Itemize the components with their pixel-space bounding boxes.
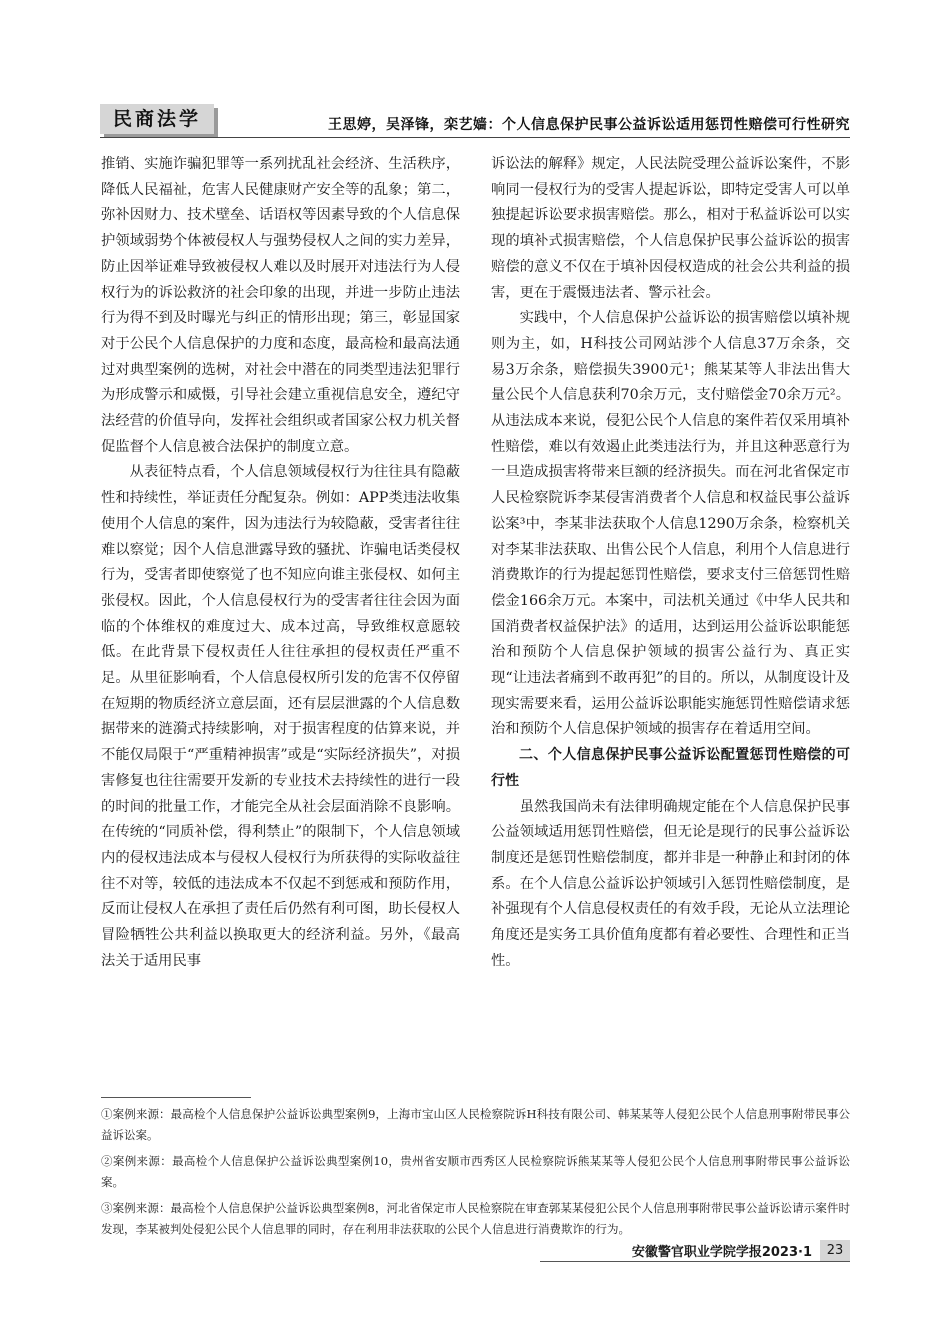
footnote: ①案例来源：最高检个人信息保护公益诉讼典型案例9，上海市宝山区人民检察院诉H科技有限公司、韩某某等人侵犯公民个人信息刑事附带民事公益诉讼案。 <box>101 1107 850 1142</box>
journal-name: 安徽警官职业学院学报2023·1 <box>631 1245 812 1260</box>
running-title: 王思婷，吴泽锋，栾艺嫱：个人信息保护民事公益诉讼适用惩罚性赔偿可行性研究 <box>328 117 850 133</box>
page-footer <box>540 1240 850 1262</box>
paragraph: 实践中，个人信息保护公益诉讼的损害赔偿以填补规则为主，如，H科技公司网站涉个人信息37万余条，交易3万余条，赔偿损失3900元¹；熊某某等人非法出售大量公民个人信息获利70余万元，支付赔偿金70余万元²。从违法成本来说，侵犯公民个人信息的案件若仅采用填补性赔偿，难以有效遏止此类违法行为，并且这种恶意行为一旦造成损害将带来巨额的经济损失。而在河北省保定市人民检察院诉李某侵害消费者个人信息和权益民事公益诉讼案³中，李某非法获取个人信息1290万余条，检察机关对李某非法获取、出售公民个人信息，利用个人信息进行消费欺诈的行为提起惩罚性赔偿，要求支付三倍惩罚性赔偿金166余万元。本案中，司法机关通过《中华人民共和国消费者权益保护法》的适用，达到运用公益诉讼职能惩治和预防个人信息保护领域的损害公益行为、真正实现“让违法者痛到不敢再犯”的目的。所以，从制度设计及现实需要来看，运用公益诉讼职能实施惩罚性赔偿请求惩治和预防个人信息保护领域的损害存在着适用空间。 <box>491 310 850 738</box>
paragraph: 诉讼法的解释》规定，人民法院受理公益诉讼案件，不影响同一侵权行为的受害人提起诉讼，即特定受害人可以单独提起诉讼要求损害赔偿。那么，相对于私益诉讼可以实现的填补式损害赔偿，个人信息保护民事公益诉讼的损害赔偿的意义不仅在于填补因侵权造成的社会公共利益的损害，更在于震慑违法者、警示社会。 <box>491 156 850 301</box>
section-tag <box>100 104 214 134</box>
footnote-rule <box>101 1097 251 1098</box>
footnotes <box>101 1104 850 1245</box>
left-column <box>101 152 460 975</box>
footnote: ③案例来源：最高检个人信息保护公益诉讼典型案例8，河北省保定市人民检察院在审查郭某某侵犯公民个人信息刑事附带民事公益诉讼请示案件时发现，李某被判处侵犯公民个人信息罪的同时，存在利用非法获取的公民个人信息进行消费欺诈的行为。 <box>101 1201 850 1236</box>
section-tag-label: 民商法学 <box>112 108 201 130</box>
section-heading: 二、个人信息保护民事公益诉讼配置惩罚性赔偿的可行性 <box>491 747 850 789</box>
right-column <box>491 152 850 975</box>
paragraph: 推销、实施诈骗犯罪等一系列扰乱社会经济、生活秩序，降低人民福祉，危害人民健康财产安全等的乱象；第二，弥补因财力、技术壁垒、话语权等因素导致的个人信息保护领域弱势个体被侵权人与强势侵权人之间的实力差异，防止因举证难导致被侵权人难以及时展开对违法行为人侵权行为的诉讼救济的社会印象的出现，并进一步防止违法行为得不到及时曝光与纠正的情形出现；第三，彰显国家对于公民个人信息保护的力度和态度，最高检和最高法通过对典型案例的选树，对社会中潜在的同类型违法犯罪行为形成警示和威慑，引导社会建立重视信息安全，遵纪守法经营的价值导向，发挥社会组织或者国家公权力机关督促监督个人信息被合法保护的制度立意。 <box>101 156 460 455</box>
header-rule <box>100 137 850 138</box>
footnote: ②案例来源：最高检个人信息保护公益诉讼典型案例10，贵州省安顺市西秀区人民检察院诉熊某某等人侵犯公民个人信息刑事附带民事公益诉讼案。 <box>101 1154 850 1189</box>
paragraph: 虽然我国尚未有法律明确规定能在个人信息保护民事公益领域适用惩罚性赔偿，但无论是现行的民事公益诉讼制度还是惩罚性赔偿制度，都并非是一种静止和封闭的体系。在个人信息公益诉讼护领域引入惩罚性赔偿制度，是补强现有个人信息侵权责任的有效手段，无论从立法理论角度还是实务工具价值角度都有着必要性、合理性和正当性。 <box>491 798 850 969</box>
footer-rule <box>540 1261 850 1262</box>
page-number: 23 <box>820 1240 850 1261</box>
paragraph: 从表征特点看，个人信息领域侵权行为往往具有隐蔽性和持续性，举证责任分配复杂。例如：APP类违法收集使用个人信息的案件，因为违法行为较隐蔽，受害者往往难以察觉；因个人信息泄露导致的骚扰、诈骗电话类侵权行为，受害者即使察觉了也不知应向谁主张侵权、如何主张侵权。因此，个人信息侵权行为的受害者往往会因为面临的个体维权的难度过大、成本过高，导致维权意愿较低。在此背景下侵权责任人往往承担的侵权责任严重不足。从里征影响看，个人信息侵权所引发的危害不仅停留在短期的物质经济立意层面，还有层层泄露的个人信息数据带来的涟漪式持续影响，对于损害程度的估算来说，并不能仅局限于“严重精神损害”或是“实际经济损失”，对损害修复也往往需要开发新的专业技术去持续性的进行一段的时间的批量工作，才能完全从社会层面消除不良影响。在传统的“同质补偿，得利禁止”的限制下，个人信息领域内的侵权违法成本与侵权人侵权行为所获得的实际收益往往不对等，较低的违法成本不仅起不到惩戒和预防作用，反而让侵权人在承担了责任后仍然有利可图，助长侵权人冒险牺牲公共利益以换取更大的经济利益。另外，《最高法关于适用民事 <box>101 464 460 969</box>
